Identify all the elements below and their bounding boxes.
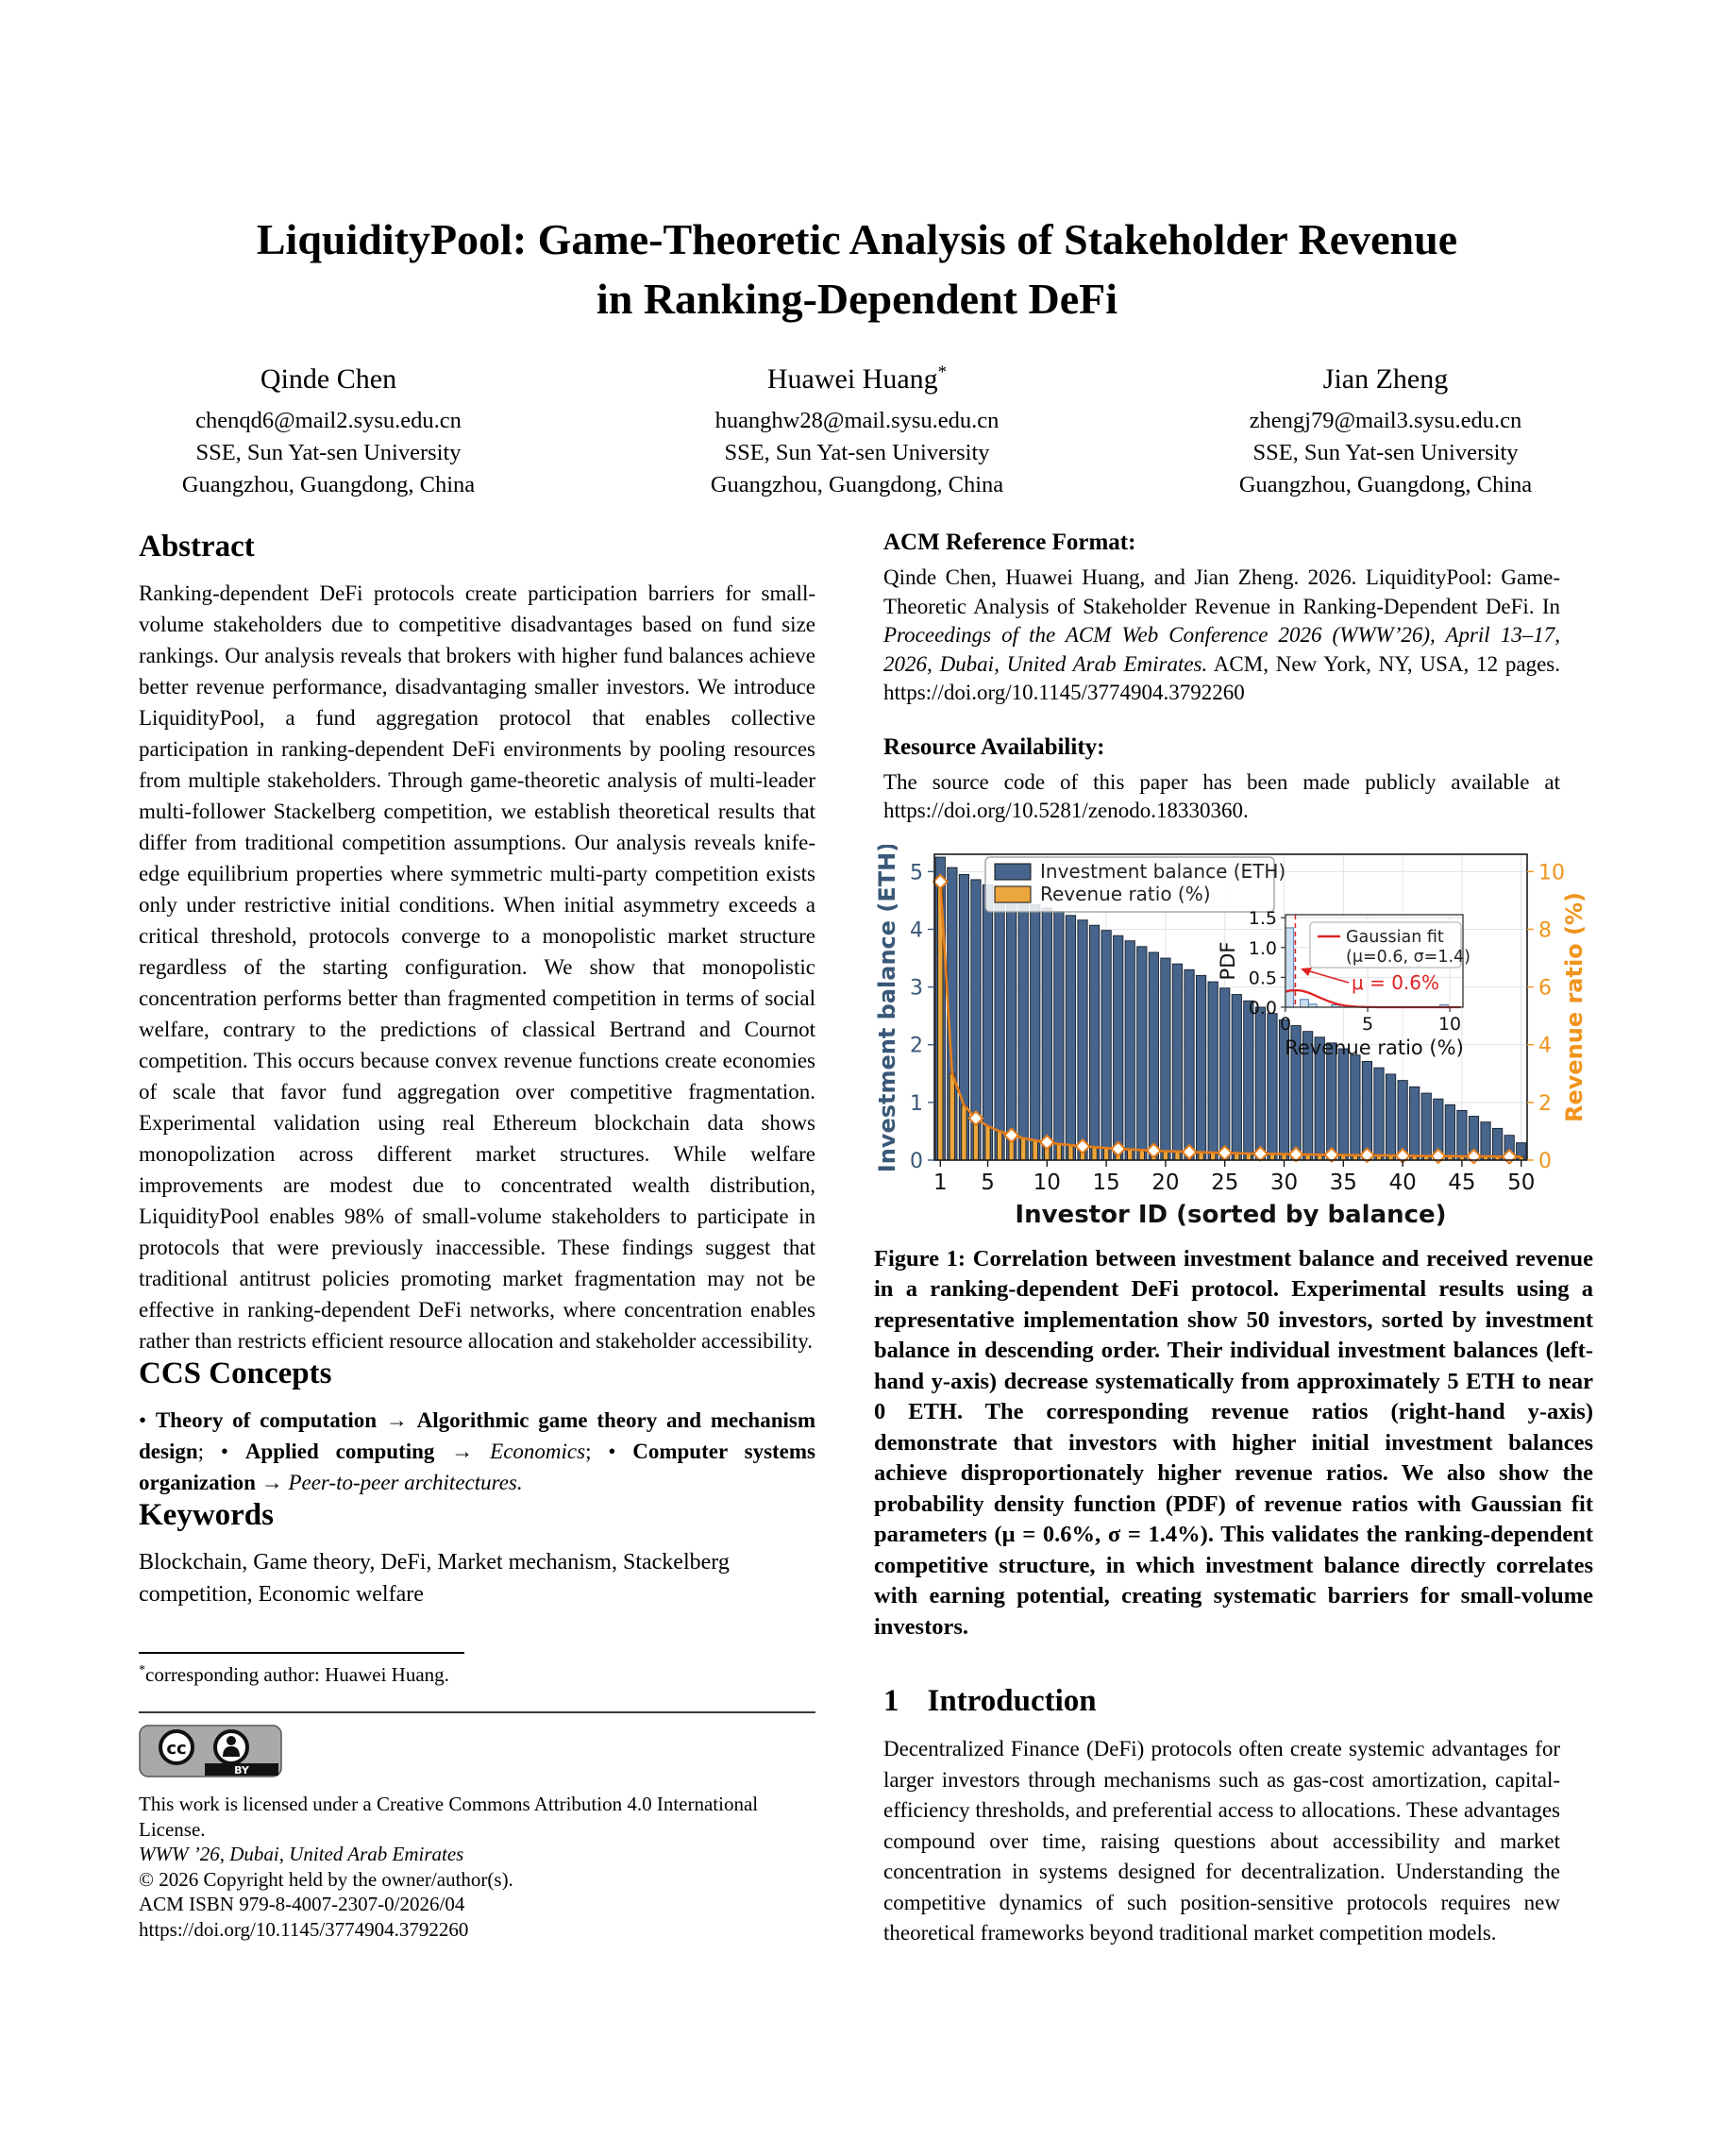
cc-icon	[160, 1731, 193, 1763]
author-name: Jian Zheng	[1322, 363, 1449, 395]
author-location: Guangzhou, Guangdong, China	[710, 472, 1004, 497]
svg-text:μ = 0.6%: μ = 0.6%	[1352, 970, 1440, 994]
svg-text:20: 20	[1151, 1170, 1180, 1195]
introduction-text: Decentralized Finance (DeFi) protocols often create systemic advantages for larger investors through mechanisms such as gas-cost amortization, capital-efficiency thresholds, and preferential access to allocations. These advantages compound over time, raising questions about accessibility and market concentration in systems designed for decentralization. Understanding the competitive dynamics of such position-sensitive protocols requires new theoretical frameworks beyond traditional market competition models.	[883, 1737, 1560, 1945]
cc-by-badge[interactable]	[139, 1725, 815, 1782]
svg-text:Revenue ratio (%): Revenue ratio (%)	[1561, 891, 1588, 1122]
footnote-mark: *	[139, 1663, 145, 1677]
figure-caption: Figure 1: Correlation between investment balance and received revenue in a ranking-dependent DeFi protocol. Experimental results using a representative implementation show 50 investors, sorted by investment balance in descending order. Their individual investment balances (left-hand y-axis) decrease systematically from approximately 5 ETH to near 0 ETH. The corresponding revenue ratios (right-hand y-axis) demonstrate that investors with higher initial investment balances achieve disproportionately higher revenue ratios. We also show the probability density function (PDF) of revenue ratios with Gaussian fit parameters (μ = 0.6%, σ = 1.4%). This validates the ranking-dependent competitive structure, in which investment balance directly correlates with earning potential, creating systematic barriers for small-volume investors.	[874, 1245, 1593, 1640]
author-email: chenqd6@mail2.sysu.edu.cn	[195, 408, 462, 433]
conference-line: WWW ’26, Dubai, United Arab Emirates	[139, 1843, 464, 1865]
svg-text:2: 2	[1538, 1091, 1552, 1116]
svg-text:6: 6	[1538, 976, 1552, 1001]
svg-text:8: 8	[1538, 918, 1552, 942]
svg-text:50: 50	[1507, 1170, 1536, 1195]
person-icon	[215, 1731, 247, 1763]
svg-text:0.5: 0.5	[1248, 967, 1277, 988]
by-label: BY	[234, 1764, 249, 1777]
svg-text:PDF: PDF	[1217, 941, 1239, 980]
author-affiliation: SSE, Sun Yat-sen University	[195, 440, 462, 465]
svg-text:3: 3	[910, 976, 923, 1001]
author-email: zhengj79@mail3.sysu.edu.cn	[1249, 408, 1522, 433]
authors-row	[0, 362, 1714, 501]
paper-title	[0, 210, 1714, 328]
svg-text:30: 30	[1269, 1170, 1299, 1195]
svg-text:Investment balance (ETH): Investment balance (ETH)	[874, 844, 900, 1172]
author-name: Huawei Huang*	[766, 362, 948, 395]
svg-text:5: 5	[981, 1170, 995, 1195]
svg-text:0.0: 0.0	[1248, 997, 1277, 1019]
figure-chart	[874, 845, 1593, 1226]
abstract-heading: Abstract	[139, 530, 255, 564]
svg-text:4: 4	[910, 918, 923, 942]
svg-text:1.0: 1.0	[1248, 937, 1277, 959]
svg-text:0: 0	[1538, 1149, 1552, 1173]
svg-text:Revenue ratio (%): Revenue ratio (%)	[1285, 1036, 1464, 1059]
svg-text:(μ=0.6, σ=1.4): (μ=0.6, σ=1.4)	[1346, 947, 1470, 967]
right-column	[874, 530, 1593, 1949]
svg-text:1: 1	[933, 1170, 948, 1195]
title-line-1: LiquidityPool: Game-Theoretic Analysis of Stakeholder Revenue	[256, 215, 1458, 263]
svg-text:2: 2	[910, 1034, 923, 1058]
footnote-rule	[139, 1652, 464, 1654]
svg-text:45: 45	[1448, 1170, 1476, 1195]
author-affiliation: SSE, Sun Yat-sen University	[1252, 440, 1519, 465]
author-mark: *	[937, 362, 948, 382]
author-block-2	[654, 362, 1060, 501]
cc-by-badge-art	[139, 1725, 282, 1777]
svg-text:cc: cc	[166, 1739, 187, 1759]
keywords-text: Blockchain, Game theory, DeFi, Market mechanism, Stackelberg competition, Economic welfare	[139, 1550, 730, 1607]
svg-text:0: 0	[910, 1149, 923, 1173]
acm-reference-heading: ACM Reference Format:	[883, 530, 1136, 555]
author-name: Qinde Chen	[260, 363, 397, 395]
author-email: huanghw28@mail.sysu.edu.cn	[714, 408, 1000, 433]
svg-text:Revenue ratio (%): Revenue ratio (%)	[1040, 882, 1211, 905]
ccs-heading: CCS Concepts	[139, 1356, 332, 1390]
author-block-1	[126, 362, 531, 501]
introduction-heading: 1 Introduction	[883, 1684, 1097, 1718]
author-location: Guangzhou, Guangdong, China	[181, 472, 476, 497]
author-affiliation: SSE, Sun Yat-sen University	[724, 440, 990, 465]
title-line-2: in Ranking-Dependent DeFi	[596, 275, 1118, 323]
keywords-heading: Keywords	[139, 1498, 274, 1532]
figure-1	[874, 845, 1593, 1643]
acm-reference-text: Qinde Chen, Huawei Huang, and Jian Zheng. 2026. LiquidityPool: Game-Theoretic Analysis of Stakeholder Revenue in Ranking-Dependent DeFi. In Proceedings of the ACM Web Conference 2026 (WWW’26), April 13–17, 2026, Dubai, United Arab Emirates. ACM, New York, NY, USA, 12 pages. https://doi.org/10.1145/3774904.3792260	[883, 565, 1561, 704]
svg-text:4: 4	[1538, 1034, 1552, 1058]
two-column-body	[139, 530, 1593, 1949]
ccs-text: • Theory of computation → Algorithmic game theory and mechanism design; • Applied computing → Economics; • Computer systems organization → Peer-to-peer architectures.	[139, 1408, 815, 1494]
license-statement: This work is licensed under a Creative Commons Attribution 4.0 International License.	[139, 1793, 759, 1841]
doi-link[interactable]: https://doi.org/10.1145/3774904.3792260	[139, 1917, 469, 1941]
license-block	[139, 1711, 815, 1942]
svg-text:Gaussian fit: Gaussian fit	[1346, 927, 1444, 947]
left-column	[139, 530, 815, 1949]
footnote-text: *corresponding author: Huawei Huang.	[139, 1663, 449, 1686]
svg-text:Investor ID (sorted by balance: Investor ID (sorted by balance)	[1015, 1200, 1447, 1226]
resource-availability-text: The source code of this paper has been made publicly available at https://doi.org/10.5281/zenodo.18330360.	[883, 769, 1560, 822]
svg-text:40: 40	[1388, 1170, 1417, 1195]
svg-text:1.5: 1.5	[1248, 907, 1277, 929]
isbn-line: ACM ISBN 979-8-4007-2307-0/2026/04	[139, 1893, 465, 1915]
svg-text:5: 5	[1361, 1013, 1374, 1035]
svg-text:Investment balance (ETH): Investment balance (ETH)	[1040, 859, 1286, 883]
svg-text:5: 5	[910, 860, 923, 884]
svg-text:10: 10	[1033, 1170, 1061, 1195]
copyright-line: © 2026 Copyright held by the owner/author(s).	[139, 1867, 513, 1891]
svg-text:1: 1	[910, 1091, 923, 1116]
author-block-3	[1183, 362, 1588, 501]
license-rule	[139, 1711, 815, 1713]
svg-text:10: 10	[1538, 860, 1565, 884]
resource-availability-heading: Resource Availability:	[883, 733, 1105, 760]
svg-text:35: 35	[1329, 1170, 1357, 1195]
svg-text:10: 10	[1437, 1013, 1462, 1035]
svg-text:25: 25	[1211, 1170, 1239, 1195]
abstract-text: Ranking-dependent DeFi protocols create participation barriers for small-volume stakeholders due to competitive disadvantages based on fund size rankings. Our analysis reveals that brokers with higher fund balances achieve better revenue performance, disadvantaging smaller investors. We introduce LiquidityPool, a fund aggregation protocol that enables collective participation in ranking-dependent DeFi environments by pooling resources from multiple stakeholders. Through game-theoretic analysis of multi-leader multi-follower Stackelberg competition, we establish theoretical results that differ from traditional competition assumptions. Our analysis reveals knife-edge equilibrium properties where symmetric multi-party competition exists only under restrictive initial conditions. When initial asymmetry exceeds a critical threshold, protocols converge to a monopolistic market structure regardless of the starting configuration. We show that monopolistic concentration performs better than fragmented competition in terms of social welfare, contrary to the predictions of classical Bertrand and Cournot competition. This occurs because convex revenue functions create economies of scale that favor fund aggregation over competitive fragmentation. Experimental validation using real Ethereum blockchain data shows monopolization across different market structures. While welfare improvements are modest due to concentrated wealth distribution, LiquidityPool enables 98% of small-volume stakeholders to participate in protocols that were previously inaccessible. These findings suggest that traditional antitrust policies promoting market fragmentation may not be effective in ranking-dependent DeFi networks, where concentration enables rather than restricts efficient resource allocation and stakeholder accessibility.	[139, 581, 815, 1353]
svg-text:15: 15	[1092, 1170, 1120, 1195]
footnote-block	[139, 1652, 815, 1687]
author-location: Guangzhou, Guangdong, China	[1238, 472, 1533, 497]
svg-text:0: 0	[1279, 1013, 1292, 1035]
